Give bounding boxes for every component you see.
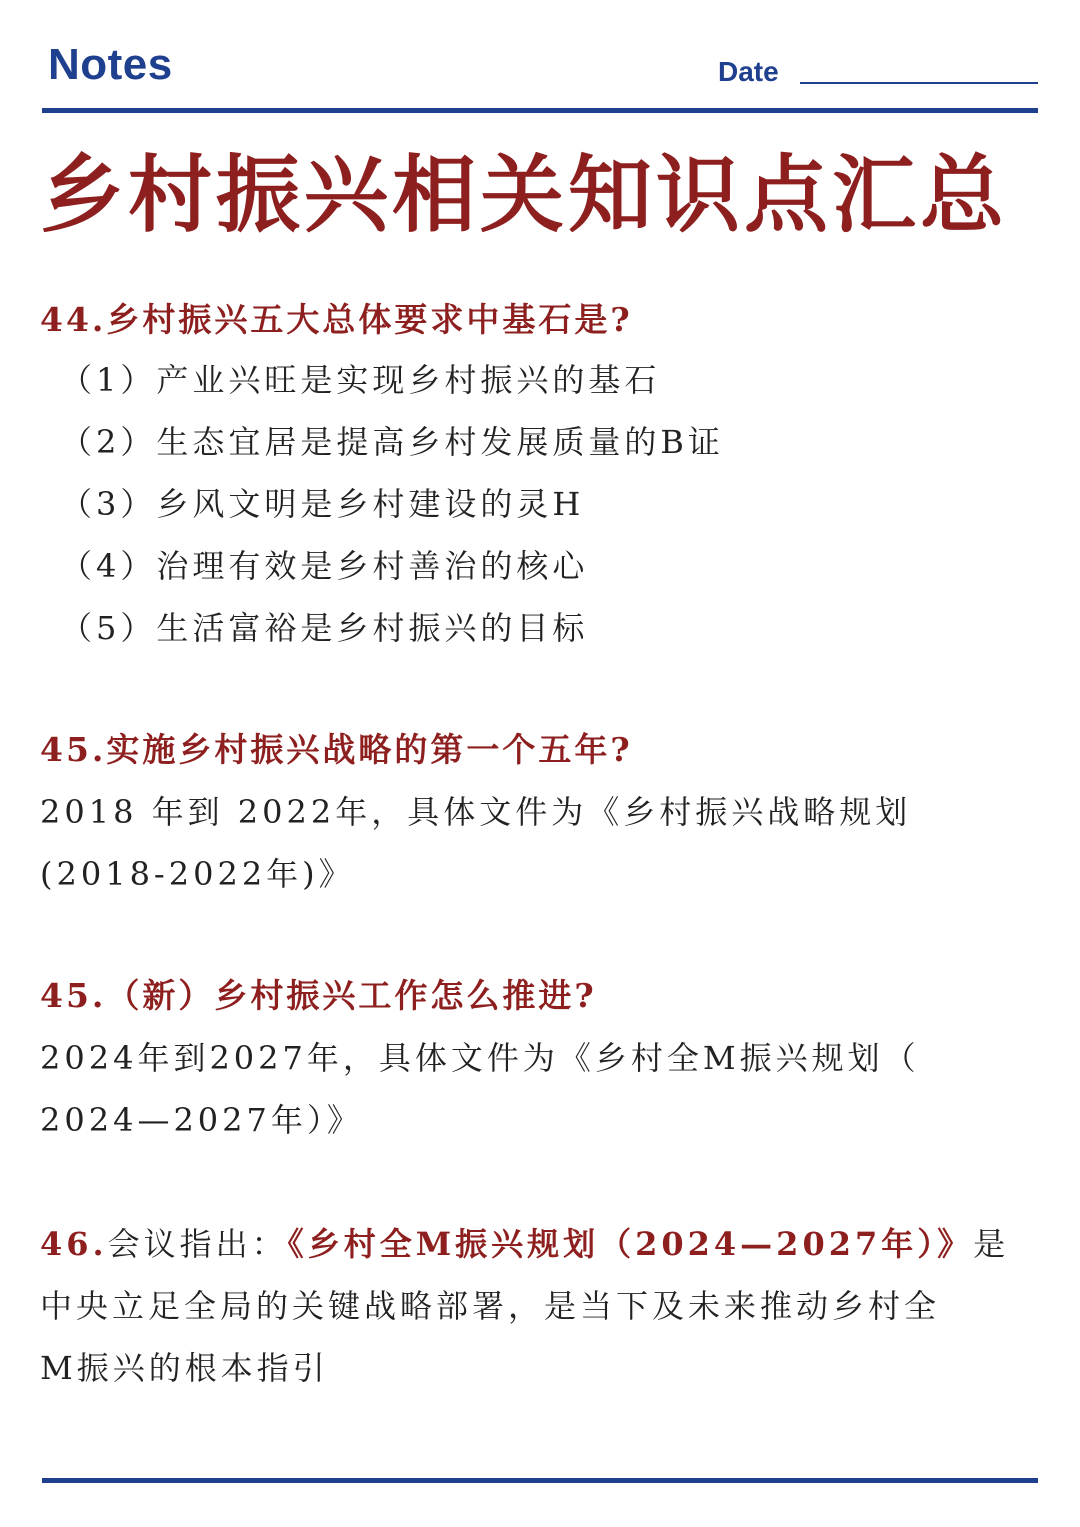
answer-line: (2018-2022年)》 (40, 855, 355, 893)
date-label: Date (718, 56, 779, 87)
answer-line: 2024—2027年）》 (40, 1101, 363, 1139)
page-title: 乡村振兴相关知识点汇总 (40, 145, 1009, 244)
item-46-first-line (40, 1222, 1040, 1266)
question-44: 44.乡村振兴五大总体要求中基石是? (40, 300, 633, 339)
answer-line: M振兴的根本指引 (40, 1349, 329, 1387)
answer-item: （3）乡风文明是乡村建设的灵H (60, 485, 585, 523)
answer-item: （2）生态宜居是提高乡村发展质量的B证 (60, 423, 724, 461)
item-46-highlight: 《乡村全M振兴规划（2024—2027年）》 (287, 1225, 974, 1263)
answer-item: （4）治理有效是乡村善治的核心 (60, 547, 589, 585)
top-divider (42, 108, 1038, 113)
answer-line: 2024年到2027年，具体文件为《乡村全M振兴规划（ (40, 1039, 920, 1077)
bottom-divider (42, 1478, 1038, 1483)
answer-item: （5）生活富裕是乡村振兴的目标 (60, 609, 589, 647)
item-46-tail: 是 (973, 1225, 1010, 1263)
item-46-lead: 会议指出： (107, 1225, 288, 1263)
answer-line: 2018 年到 2022年，具体文件为《乡村振兴战略规划 (40, 793, 912, 831)
question-45: 45.实施乡村振兴战略的第一个五年? (40, 730, 633, 769)
answer-line: 中央立足全局的关键战略部署，是当下及未来推动乡村全 (40, 1287, 941, 1325)
date-blank-line (800, 82, 1038, 84)
question-45-new: 45.（新）乡村振兴工作怎么推进? (40, 976, 597, 1015)
answer-item: （1）产业兴旺是实现乡村振兴的基石 (60, 361, 661, 399)
notes-heading: Notes (48, 40, 173, 89)
item-46-number: 46. (40, 1225, 108, 1263)
